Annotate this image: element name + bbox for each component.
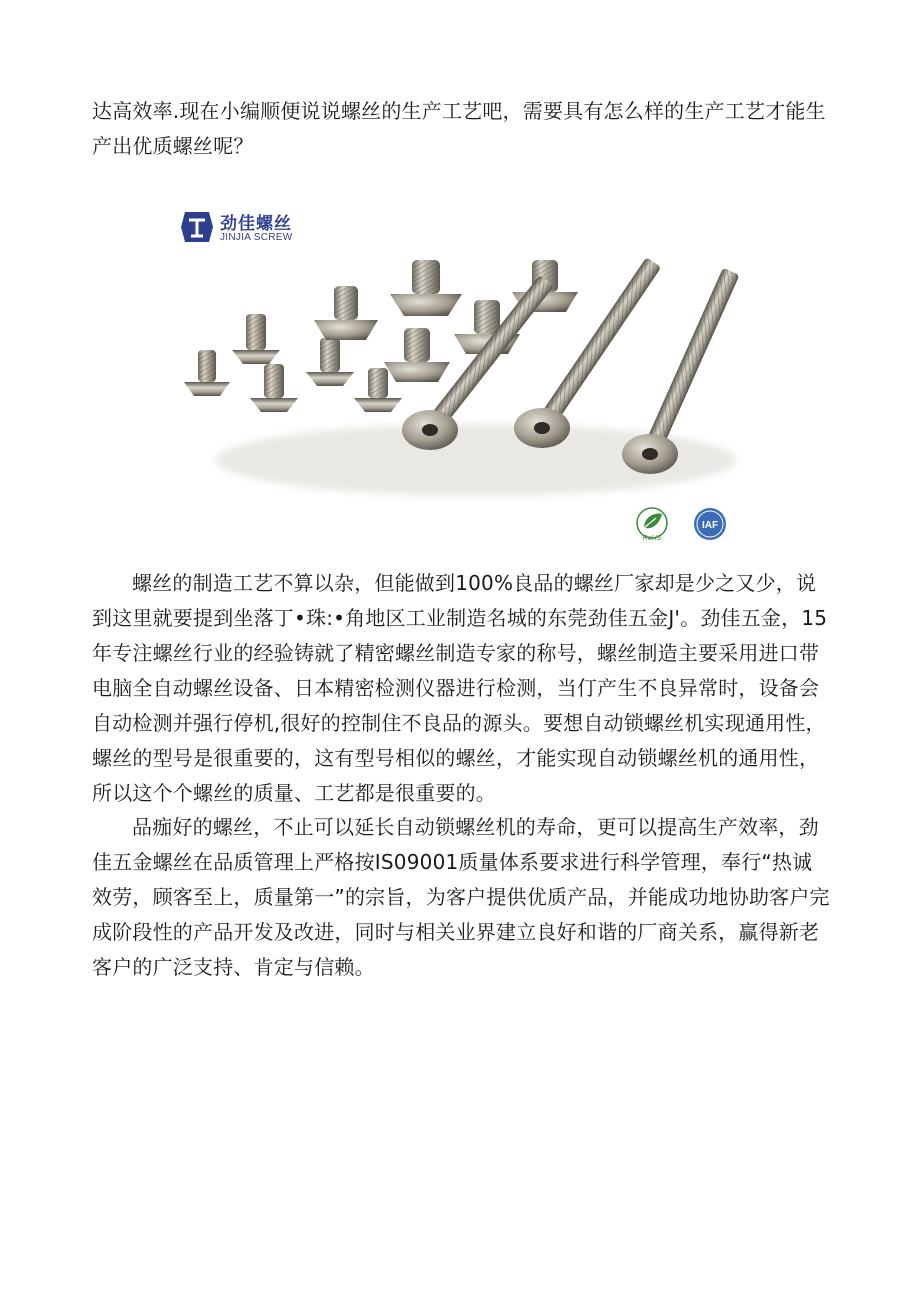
product-photo — [176, 192, 744, 544]
brand-logo — [180, 206, 320, 248]
iaf-badge-icon — [692, 506, 728, 542]
iaf-label: IAF — [701, 520, 719, 531]
small-screws — [184, 260, 578, 412]
paragraph-intro: 达高效率.现在小编顺便说说螺丝的生产工艺吧，需要具有怎么样的生产工艺才能生产出优质螺丝呢？ — [92, 99, 826, 158]
brand-name-cn: 劲佳螺丝 — [220, 214, 292, 234]
rohs-label: RoHS — [642, 535, 662, 542]
rohs-leaf-icon — [634, 506, 670, 542]
brand-name-en: JINJIA SCREW — [220, 232, 293, 243]
paragraph-process: 螺丝的制造工艺不算以杂，但能做到100%良品的螺丝厂家却是少之又少，说到这里就要提到坐落丁•珠:•角地区工业制造名城的东莞劲佳五金J'。劲佳五金，15年专注螺丝行业的经验铸就了精密螺丝制造专家的称号，螺丝制造主要采用进口带电脑全自动螺丝设备、日本精密检测仪器进行检测，当仃产生不良异常时，设备会自动检测并强行停机,很好的控制住不良品的源头。要想自动锁螺丝机实现通用性，螺丝的型号是很重要的，这有型号相似的螺丝，才能实现自动锁螺丝机的通用性，所以这个个螺丝的质量、工艺都是很重要的。 — [92, 571, 828, 805]
paragraph-quality: 品痂好的螺丝，不止可以延长自动锁螺丝机的寿命，更可以提高生产效率，劲佳五金螺丝在品质管理上严格按IS09001质量体系要求进行科学管理，奉行“热诚效劳，顾客至上，质量第一”的宗旨，为客户提供优质产品，并能成功地协助客户完成阶段性的产品开发及改进，同时与相关业界建立良好和谐的厂商关系，赢得新老客户的广泛支持、肯定与信赖。 — [92, 815, 830, 979]
brand-logo-icon — [180, 210, 214, 244]
